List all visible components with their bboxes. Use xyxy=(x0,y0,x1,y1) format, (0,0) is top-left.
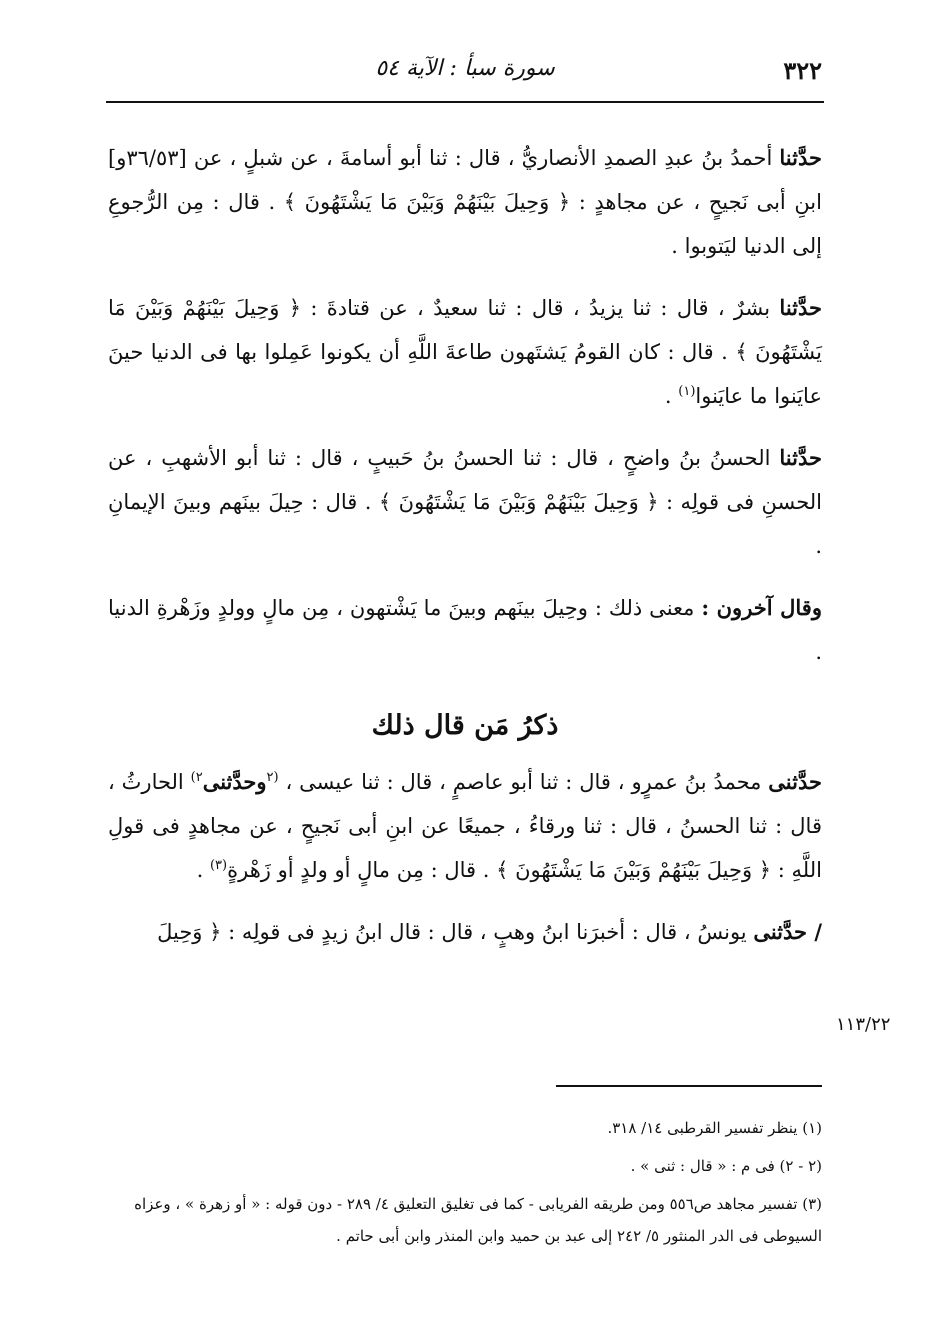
paragraph-text: محمدُ بنُ عمرٍو ، قال : ثنا أبو عاصمٍ ، قال : ثنا عيسى ، xyxy=(278,770,769,794)
footnote: (١) ينظر تفسير القرطبى ١٤/ ٣١٨. xyxy=(607,1119,822,1137)
quran-verse: ﴿ وَحِيلَ بَيْنَهُمْ وَبَيْنَ مَا يَشْتَهُونَ ﴾ xyxy=(496,858,772,882)
paragraph-text: . قال : كان القومُ يَشتَهون طاعةَ اللَّهِ أن يكونوا عَمِلوا بها فى الدنيا حينَ عايَنوا ما عايَنوا xyxy=(108,340,822,408)
footnote-reference: (٣) xyxy=(209,858,228,873)
narration-lead: / حدَّثنى xyxy=(753,919,822,944)
narration-lead: وحدَّثنى xyxy=(202,769,267,794)
narration-lead: حدَّثنا xyxy=(779,295,823,320)
narration-lead: وقال آخرون : xyxy=(701,595,822,620)
quran-verse: ﴿ وَحِيلَ بَيْنَهُمْ وَبَيْنَ مَا يَشْتَهُونَ ﴾ xyxy=(108,296,822,364)
page-header xyxy=(108,52,822,92)
quran-verse: ﴿ وَحِيلَ بَيْنَهُمْ وَبَيْنَ مَا يَشْتَهُونَ ﴾ xyxy=(378,490,659,514)
page-number: ٣٢٢ xyxy=(783,56,822,85)
narration-lead: حدَّثنى xyxy=(768,769,822,794)
hadith-paragraph-3 xyxy=(108,436,822,568)
paragraph-text: . قال : مِن مالٍ أو ولدٍ أو زَهْرةٍ xyxy=(227,858,497,882)
hadith-paragraph-1 xyxy=(108,136,822,268)
paragraph-text: يونسُ ، قال : أخبرَنا ابنُ وهبٍ ، قال : قال ابنُ زيدٍ فى قولِه : xyxy=(221,920,754,944)
main-text xyxy=(108,136,822,972)
narration-lead: حدَّثنا xyxy=(779,445,822,470)
paragraph-text: الحارثُ ، قال : ثنا الحسنُ ، قال : ثنا ورقاءُ ، جميعًا عن ابنِ أبى نَجيحٍ ، عن مجاهدٍ فى قولِ اللَّهِ : xyxy=(108,770,822,882)
paragraph-text: . قال : مِن الرُّجوعِ إلى الدنيا ليَتوبوا . xyxy=(108,190,822,258)
hadith-paragraph-6 xyxy=(108,910,822,954)
hadith-paragraph-4 xyxy=(108,586,822,674)
footnote-reference: (١) xyxy=(678,384,696,399)
footnote: (٢ - ٢) فى م : « قال : ثنى » . xyxy=(630,1157,822,1175)
footnote-rule xyxy=(556,1085,822,1087)
paragraph-text: . xyxy=(664,384,679,408)
paragraph-text: . قال : حِيلَ بينَهم وبينَ الإيمانِ . xyxy=(108,490,822,558)
footnote: (٣) تفسير مجاهد ص٥٥٦ ومن طريقه الفريابى - كما فى تغليق التعليق ٤/ ٢٨٩ - دون قوله : « أو زهرة » ، وعزاه السيوطى فى الدر المنثور ٥/ ٢٤٢ إلى عبد بن حميد وابن المنذر وابن أبى حاتم . xyxy=(134,1195,822,1245)
paragraph-text: أحمدُ بنُ عبدِ الصمدِ الأنصاريُّ ، قال : ثنا أبو أسامةَ ، عن شبلٍ ، عن [٣٦/٥٣و] ابنِ أبى نَجيحٍ ، عن مجاهدٍ : xyxy=(108,146,822,214)
header-rule xyxy=(106,101,824,103)
margin-volume-page-marker: ١١٣/٢٢ xyxy=(836,1014,891,1035)
paragraph-text: بشرٌ ، قال : ثنا يزيدُ ، قال : ثنا سعيدٌ ، عن قتادةَ : xyxy=(301,296,780,320)
paragraph-text: الحسنُ بنُ واضحٍ ، قال : ثنا الحسنُ بنُ حَبيبٍ ، قال : ثنا أبو الأشهبِ ، عن الحسنِ فى قولِه : xyxy=(108,446,822,514)
footnote-reference: ٢) xyxy=(190,770,203,785)
narration-lead: حدَّثنا xyxy=(779,145,822,170)
footnotes xyxy=(108,1112,822,1258)
quran-verse: ﴿ وَحِيلَ بَيْنَهُمْ وَبَيْنَ مَا يَشْتَهُونَ ﴾ xyxy=(283,190,571,214)
hadith-paragraph-5 xyxy=(108,760,822,892)
hadith-paragraph-2 xyxy=(108,286,822,418)
paragraph-text: معنى ذلك : وحِيلَ بينَهم وبينَ ما يَشْتهون ، مِن مالٍ وولدٍ وزَهْرةِ الدنيا . xyxy=(108,596,822,664)
paragraph-text: . xyxy=(196,858,210,882)
section-heading: ذكرُ مَن قال ذلك xyxy=(371,710,559,741)
footnote-reference: (٢ xyxy=(266,770,279,785)
running-title: سورة سبأ : الآية ٥٤ xyxy=(375,56,555,81)
quran-verse: ﴿ وَحِيلَ xyxy=(157,920,222,944)
